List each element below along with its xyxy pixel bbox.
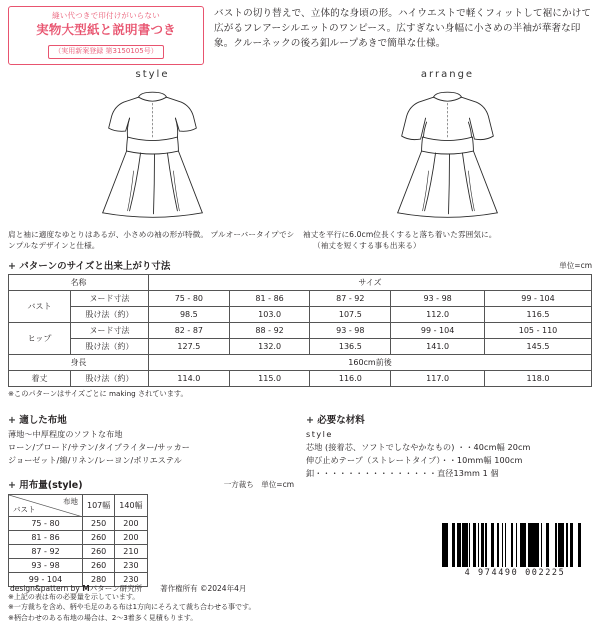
cell: 200 <box>115 516 147 530</box>
row-sub-label: ヌード寸法 <box>71 290 149 306</box>
cell: 112.0 <box>391 306 485 322</box>
cell: 107.5 <box>310 306 391 322</box>
materials-subtitle: style <box>306 428 333 439</box>
cell: 280 <box>83 572 115 586</box>
cell: 250 <box>83 516 115 530</box>
yield-section-title: 用布量(style) <box>19 479 83 491</box>
table-row <box>9 516 148 530</box>
row-label-length: 着丈 <box>9 370 71 386</box>
registration-badge <box>8 6 204 65</box>
table-header-row <box>9 274 592 290</box>
intro-text: バストの切り替えで、立体的な身頃の形。ハイウエストで軽くフィットして裾にかけて広がるフレアーシルエットのワンピース。広すぎない身幅に小さめの半袖が華奢な印象。クルーネックの後ろ釦ループあきで簡単な仕様。 <box>214 8 592 49</box>
illustration-arrange-caption-main: 袖丈を平行に6.0cm位長くすると落ち着いた雰囲気に。 <box>303 229 497 239</box>
credit-copyright: 著作権所有 ©2024年4月 <box>160 584 247 593</box>
size-section <box>0 258 600 399</box>
illustration-arrange-caption-note: （袖丈を短くする事も出来る） <box>313 240 421 250</box>
materials-section-title: 必要な材料 <box>317 414 365 426</box>
badge-line-1: 縫い代つきで印付けがいらない <box>52 11 160 20</box>
header <box>0 0 600 65</box>
fabric-line-3: ジョーゼット/綿/リネン/レーヨン/ポリエステル <box>8 454 182 465</box>
cell: 115.0 <box>229 370 310 386</box>
cell: 260 <box>83 544 115 558</box>
illustration-arrange-title: arrange <box>420 68 475 80</box>
cell: 210 <box>115 544 147 558</box>
yield-table-corner <box>9 494 83 516</box>
cell: 230 <box>115 558 147 572</box>
illustration-arrange <box>303 69 592 251</box>
table-header-row <box>9 494 148 516</box>
barcode-bars <box>440 523 590 567</box>
cell: 105 - 110 <box>485 322 592 338</box>
yield-size: 87 - 92 <box>9 544 83 558</box>
cell: 99 - 104 <box>485 290 592 306</box>
cell: 93 - 98 <box>391 290 485 306</box>
material-line-1: 芯地 (接着芯、ソフトでしなやかなもの) ・・40cm幅 20cm <box>306 441 531 452</box>
yield-size: 81 - 86 <box>9 530 83 544</box>
cell: 103.0 <box>229 306 310 322</box>
cell: 127.5 <box>149 338 230 354</box>
yield-corner-col-label: 布地 <box>63 496 78 506</box>
size-section-title: パターンのサイズと出来上がり寸法 <box>19 260 171 272</box>
cell: 260 <box>83 530 115 544</box>
barcode <box>440 523 590 578</box>
row-label-height: 身長 <box>9 354 149 370</box>
row-sub-label: 股け法（約） <box>71 306 149 322</box>
cell: 75 - 80 <box>149 290 230 306</box>
table-row <box>9 558 148 572</box>
credit-logo-rest: パターン研究所 <box>89 584 143 593</box>
yield-size: 99 - 104 <box>9 572 83 586</box>
row-label-hip: ヒップ <box>9 322 71 354</box>
size-section-heading: + パターンのサイズと出来上がり寸法 単位=cm <box>8 260 592 272</box>
row-sub-label: ヌード寸法 <box>71 322 149 338</box>
cell: 114.0 <box>149 370 230 386</box>
credit-design: design&pattern by <box>10 584 83 593</box>
cell: 116.5 <box>485 306 592 322</box>
table-row <box>9 530 148 544</box>
cell: 200 <box>115 530 147 544</box>
materials-section-heading: + 必要な材料 <box>306 414 365 426</box>
cell: 118.0 <box>485 370 592 386</box>
cell: 93 - 98 <box>310 322 391 338</box>
fabric-section-heading: + 適した布地 <box>8 414 67 426</box>
cell: 88 - 92 <box>229 322 310 338</box>
illustration-style-caption: 肩と袖に適度なゆとりはあるが、小さめの袖の形が特徴。 プルオーバータイプでシンプルなデザインと仕様。 <box>8 229 295 250</box>
yield-size: 93 - 98 <box>9 558 83 572</box>
illustration-arrange-caption <box>303 229 592 251</box>
material-line-2: 伸び止めテープ（ストレートタイプ）・・10mm幅 100cm <box>306 454 523 465</box>
yield-section-heading: + 用布量(style) 一方裁ち 単位=cm <box>8 479 294 491</box>
table-row <box>9 322 592 338</box>
table-row <box>9 306 592 322</box>
cell: 81 - 86 <box>229 290 310 306</box>
illustration-style <box>8 69 297 251</box>
cell: 136.5 <box>310 338 391 354</box>
cell: 260 <box>83 558 115 572</box>
size-table-note: ※このパターンはサイズごとに making されています。 <box>8 388 188 398</box>
cell: 99 - 104 <box>391 322 485 338</box>
dress-arrange-drawing <box>303 81 592 227</box>
badge-line-3: （実用新案登録 第3150105号） <box>48 45 163 59</box>
credit-logo: M <box>82 584 90 593</box>
cell: 82 - 87 <box>149 322 230 338</box>
cell: 117.0 <box>391 370 485 386</box>
yield-width-header-1: 107幅 <box>83 494 115 516</box>
illustration-arrange-image <box>303 81 592 227</box>
fabric-section-title: 適した布地 <box>19 414 67 426</box>
table-row <box>9 290 592 306</box>
yield-size: 75 - 80 <box>9 516 83 530</box>
fabric-line-2: ローン/ブロード/サテン/タイプライター/サッカー <box>8 441 191 452</box>
footnotes <box>0 592 300 623</box>
yield-section-unit: 一方裁ち 単位=cm <box>223 479 294 489</box>
credit <box>10 583 246 594</box>
cell: 160cm前後 <box>149 354 592 370</box>
cell: 87 - 92 <box>310 290 391 306</box>
illustration-style-image <box>8 81 297 227</box>
cell: 116.0 <box>310 370 391 386</box>
table-row <box>9 354 592 370</box>
size-section-unit: 単位=cm <box>559 260 592 270</box>
cell: 230 <box>115 572 147 586</box>
size-table-name-header: 名称 <box>9 274 149 290</box>
size-table-size-header: サイズ <box>149 274 592 290</box>
footnote-1: ※上記の表は布の必要量を示しています。 <box>8 592 140 601</box>
material-line-3: 釦・・・・・・・・・・・・・・・直径13mm 1 個 <box>306 467 499 478</box>
footnote-2: ※一方裁ちを含め、柄や毛足のある布は1方向にそろえて裁ち合わせる事です。 <box>8 603 256 612</box>
yield-width-header-2: 140幅 <box>115 494 147 516</box>
dress-front-drawing <box>8 81 297 227</box>
footnote-3: ※柄合わせのある布地の場合は、2～3着多く見積もります。 <box>8 613 198 622</box>
row-sub-label: 股け法（約） <box>71 370 149 386</box>
cell: 141.0 <box>391 338 485 354</box>
badge-line-2: 実物大型紙と説明書つき <box>36 22 176 38</box>
size-table <box>8 274 592 387</box>
table-row <box>9 544 148 558</box>
table-row <box>9 338 592 354</box>
row-label-bust: バスト <box>9 290 71 322</box>
barcode-number: 4 974490 002225 <box>464 568 566 578</box>
illustration-style-title: style <box>135 68 170 80</box>
row-sub-label: 股け法（約） <box>71 338 149 354</box>
yield-table <box>8 494 148 587</box>
left-column <box>8 405 294 587</box>
fabric-line-1: 薄地～中厚程度のソフトな布地 <box>8 428 123 439</box>
illustration-row <box>0 65 600 251</box>
yield-corner-row-label: バスト <box>13 504 36 514</box>
cell: 145.5 <box>485 338 592 354</box>
cell: 132.0 <box>229 338 310 354</box>
table-row <box>9 370 592 386</box>
cell: 98.5 <box>149 306 230 322</box>
